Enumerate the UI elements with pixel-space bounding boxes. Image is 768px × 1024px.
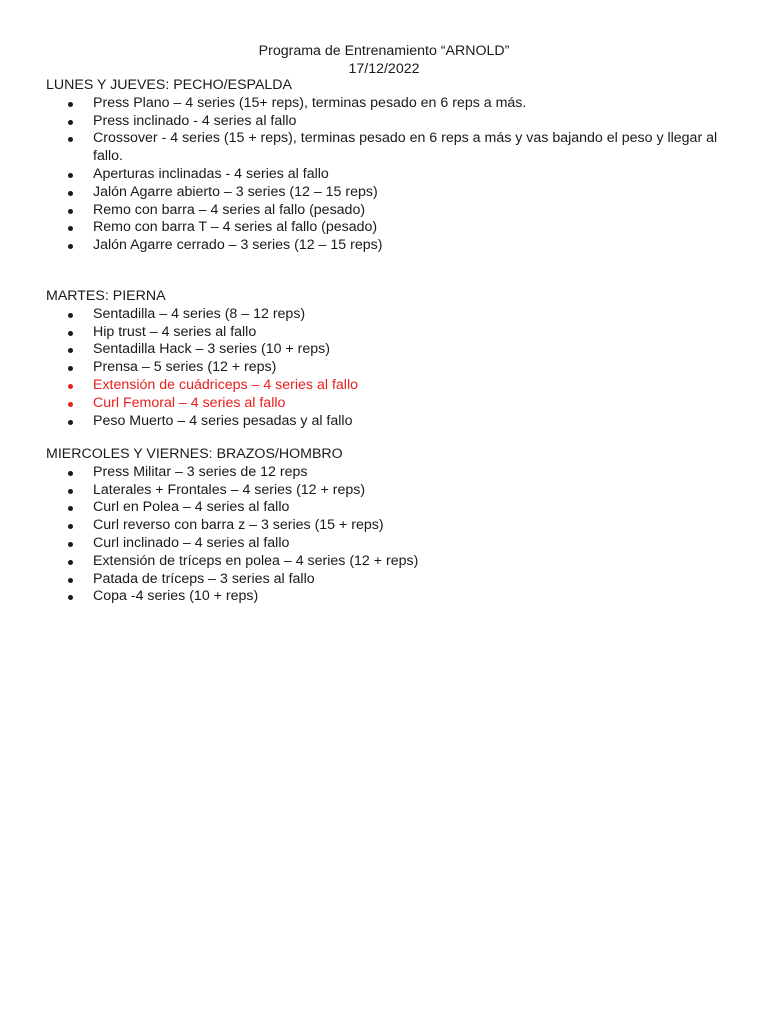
exercise-text: Press Plano – 4 series (15+ reps), terminas pesado en 6 reps a más. bbox=[93, 94, 527, 111]
bullet-icon bbox=[68, 595, 73, 600]
exercise-item bbox=[46, 166, 736, 184]
section-title: MARTES: PIERNA bbox=[46, 288, 166, 304]
section-legs bbox=[46, 288, 736, 430]
bullet-icon bbox=[68, 173, 73, 178]
section-title: LUNES Y JUEVES: PECHO/ESPALDA bbox=[46, 77, 293, 93]
exercise-text: Curl en Polea – 4 series al fallo bbox=[93, 499, 290, 516]
exercise-text: Curl Femoral – 4 series al fallo bbox=[93, 394, 286, 411]
exercise-list bbox=[46, 95, 736, 255]
exercise-item bbox=[46, 588, 736, 606]
exercise-text: Jalón Agarre abierto – 3 series (12 – 15 reps) bbox=[93, 183, 378, 200]
section-chest-back bbox=[46, 77, 736, 255]
exercise-item bbox=[46, 130, 736, 166]
bullet-icon bbox=[68, 402, 73, 407]
bullet-icon bbox=[68, 244, 73, 249]
exercise-item bbox=[46, 219, 736, 237]
exercise-text: Jalón Agarre cerrado – 3 series (12 – 15 reps) bbox=[93, 237, 383, 254]
exercise-item bbox=[46, 571, 736, 589]
bullet-icon bbox=[68, 524, 73, 529]
exercise-item bbox=[46, 535, 736, 553]
exercise-text: Press inclinado - 4 series al fallo bbox=[93, 112, 297, 129]
exercise-text: Peso Muerto – 4 series pesadas y al fallo bbox=[93, 412, 353, 429]
exercise-text: Laterales + Frontales – 4 series (12 + reps) bbox=[93, 481, 366, 498]
bullet-icon bbox=[68, 313, 73, 318]
exercise-item bbox=[46, 413, 736, 431]
exercise-text: Sentadilla Hack – 3 series (10 + reps) bbox=[93, 341, 330, 358]
exercise-text: Curl inclinado – 4 series al fallo bbox=[93, 534, 290, 551]
exercise-item bbox=[46, 237, 736, 255]
exercise-item bbox=[46, 306, 736, 324]
exercise-item bbox=[46, 324, 736, 342]
exercise-item bbox=[46, 553, 736, 571]
exercise-item bbox=[46, 95, 736, 113]
bullet-icon bbox=[68, 137, 73, 142]
exercise-text: Press Militar – 3 series de 12 reps bbox=[93, 463, 308, 480]
document-date: 17/12/2022 bbox=[348, 60, 420, 77]
exercise-item bbox=[46, 395, 736, 413]
bullet-icon bbox=[68, 489, 73, 494]
bullet-icon bbox=[68, 366, 73, 371]
exercise-text: Extensión de cuádriceps – 4 series al fallo bbox=[93, 376, 358, 393]
exercise-item bbox=[46, 517, 736, 535]
exercise-text: Remo con barra – 4 series al fallo (pesado) bbox=[93, 201, 366, 218]
bullet-icon bbox=[68, 120, 73, 125]
bullet-icon bbox=[68, 348, 73, 353]
exercise-item bbox=[46, 377, 736, 395]
exercise-text: Prensa – 5 series (12 + reps) bbox=[93, 359, 277, 376]
exercise-text: Crossover - 4 series (15 + reps), terminas pesado en 6 reps a más y vas bajando el peso y llegar al fallo. bbox=[93, 130, 718, 165]
section-title: MIERCOLES Y VIERNES: BRAZOS/HOMBRO bbox=[46, 446, 343, 462]
exercise-item bbox=[46, 499, 736, 517]
bullet-icon bbox=[68, 102, 73, 107]
exercise-item bbox=[46, 113, 736, 131]
exercise-text: Sentadilla – 4 series (8 – 12 reps) bbox=[93, 305, 306, 322]
exercise-text: Patada de tríceps – 3 series al fallo bbox=[93, 570, 315, 587]
exercise-text: Remo con barra T – 4 series al fallo (pesado) bbox=[93, 219, 378, 236]
bullet-icon bbox=[68, 506, 73, 511]
section-arms-shoulders bbox=[46, 446, 736, 606]
exercise-text: Hip trust – 4 series al fallo bbox=[93, 323, 257, 340]
exercise-text: Extensión de tríceps en polea – 4 series (12 + reps) bbox=[93, 552, 419, 569]
bullet-icon bbox=[68, 331, 73, 336]
exercise-text: Aperturas inclinadas - 4 series al fallo bbox=[93, 165, 329, 182]
bullet-icon bbox=[68, 420, 73, 425]
bullet-icon bbox=[68, 560, 73, 565]
exercise-item bbox=[46, 341, 736, 359]
exercise-list bbox=[46, 464, 736, 606]
exercise-text: Curl reverso con barra z – 3 series (15 + reps) bbox=[93, 517, 384, 534]
exercise-item bbox=[46, 482, 736, 500]
exercise-list bbox=[46, 306, 736, 431]
bullet-icon bbox=[68, 226, 73, 231]
exercise-item bbox=[46, 464, 736, 482]
document-title: Programa de Entrenamiento “ARNOLD” bbox=[258, 43, 510, 59]
exercise-item bbox=[46, 359, 736, 377]
bullet-icon bbox=[68, 578, 73, 583]
bullet-icon bbox=[68, 471, 73, 476]
document-header bbox=[0, 43, 768, 79]
exercise-item bbox=[46, 202, 736, 220]
exercise-text: Copa -4 series (10 + reps) bbox=[93, 588, 259, 605]
bullet-icon bbox=[68, 542, 73, 547]
bullet-icon bbox=[68, 191, 73, 196]
bullet-icon bbox=[68, 209, 73, 214]
bullet-icon bbox=[68, 384, 73, 389]
exercise-item bbox=[46, 184, 736, 202]
